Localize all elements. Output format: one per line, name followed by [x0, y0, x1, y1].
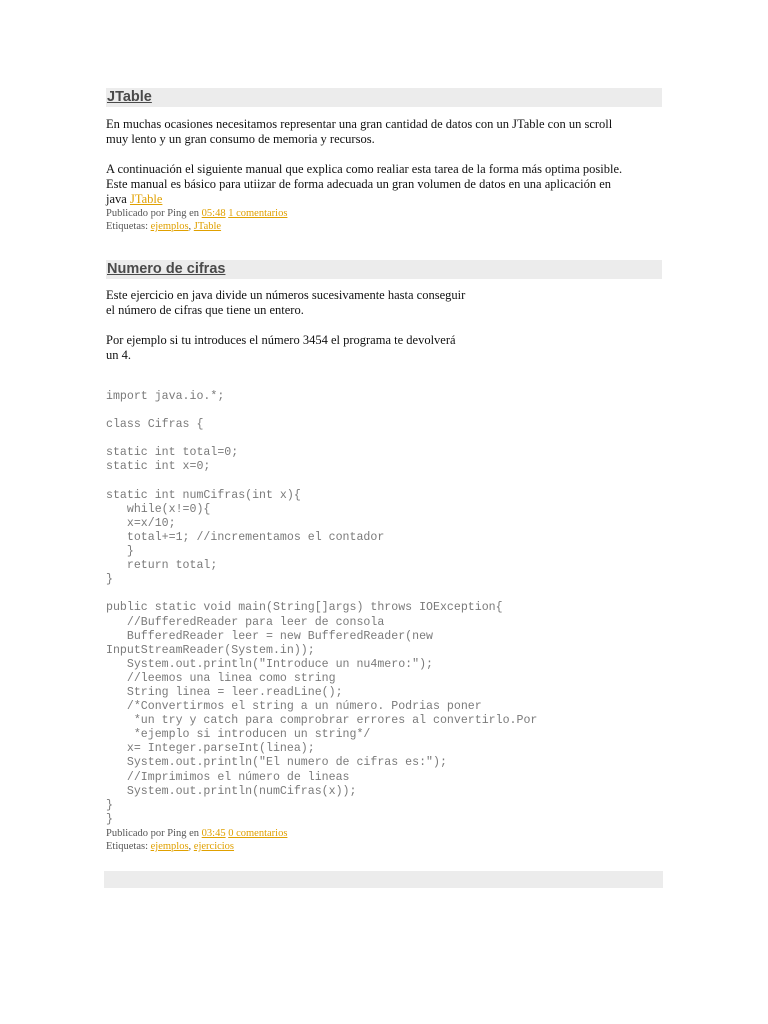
- code-line: import java.io.*;: [106, 390, 225, 403]
- code-line: }: [106, 573, 113, 587]
- comments-link[interactable]: 0 comentarios: [228, 827, 288, 839]
- code-line: String linea = leer.readLine();: [106, 685, 343, 699]
- code-line: //Imprimimos el número de lineas: [106, 770, 350, 784]
- code-line: x= Integer.parseInt(linea);: [106, 742, 315, 756]
- post-meta: Publicado por Ping en 05:48 1 comentarios: [106, 208, 288, 219]
- post-paragraph: En muchas ocasiones necesitamos representar una gran cantidad de datos con un JTable con un scroll muy lento y un gran consumo de memoria y recursos.: [106, 117, 613, 146]
- code-line: InputStreamReader(System.in));: [106, 643, 315, 657]
- post-tags: Etiquetas: ejemplos, ejercicios: [106, 840, 235, 852]
- code-line: [106, 404, 662, 418]
- post-time-link[interactable]: 05:48: [201, 208, 226, 219]
- code-line: System.out.println(numCifras(x));: [106, 784, 357, 798]
- code-line: x=x/10;: [106, 516, 176, 530]
- tag-link[interactable]: ejemplos: [150, 221, 189, 232]
- code-line: return total;: [106, 559, 218, 573]
- code-line: [106, 432, 662, 446]
- code-line: }: [106, 545, 134, 559]
- post-paragraph: Por ejemplo si tu introduces el número 3454 el programa te devolverá un 4.: [106, 333, 456, 362]
- code-line: }: [106, 812, 113, 826]
- code-line: [106, 587, 662, 601]
- code-line: total+=1; //incrementamos el contador: [106, 530, 385, 544]
- tag-link[interactable]: ejemplos: [150, 840, 189, 852]
- tag-link[interactable]: JTable: [193, 221, 222, 232]
- post-tags: Etiquetas: ejemplos, JTable: [106, 221, 222, 232]
- post-title[interactable]: JTable: [106, 88, 662, 107]
- post-meta: Publicado por Ping en 03:45 0 comentarios: [106, 827, 288, 839]
- code-line: //leemos una linea como string: [106, 671, 336, 685]
- post-title[interactable]: Numero de cifras: [106, 260, 662, 279]
- code-line: *un try y catch para comprobrar errores al convertirlo.Por: [106, 714, 538, 728]
- code-line: while(x!=0){: [106, 502, 211, 516]
- tag-link[interactable]: ejercicios: [193, 840, 235, 852]
- code-line: System.out.println("Introduce un nu4mero:");: [106, 657, 433, 671]
- post-paragraph: Este ejercicio en java divide un números sucesivamente hasta conseguir el número de cifras que tiene un entero.: [106, 288, 466, 317]
- post-time-link[interactable]: 03:45: [201, 827, 226, 839]
- next-post-title-bar: [104, 871, 663, 888]
- code-line: public static void main(String[]args) throws IOException{: [106, 601, 503, 615]
- code-block: [106, 390, 662, 827]
- post-numero-de-cifras: [106, 260, 662, 853]
- code-line: //BufferedReader para leer de consola: [106, 615, 385, 629]
- code-line: static int numCifras(int x){: [106, 488, 301, 502]
- post-paragraph: A continuación el siguiente manual que explica como realiar esta tarea de la forma más optima posible. Este manual es básico para utiizar de forma adecuada un gran volumen de datos en una aplicación en java JTable: [106, 162, 623, 206]
- code-line: static int x=0;: [106, 460, 211, 474]
- code-line: static int total=0;: [106, 446, 239, 460]
- code-line: class Cifras {: [106, 418, 204, 432]
- code-line: /*Convertirmos el string a un número. Podrias poner: [106, 700, 482, 714]
- post-jtable: [106, 88, 662, 233]
- code-line: *ejemplo si introducen un string*/: [106, 728, 371, 742]
- code-line: BufferedReader leer = new BufferedReader(new: [106, 629, 433, 643]
- code-line: [106, 475, 662, 489]
- code-line: System.out.println("El numero de cifras es:");: [106, 756, 447, 770]
- jtable-link[interactable]: JTable: [129, 192, 163, 206]
- code-line: }: [106, 798, 113, 812]
- comments-link[interactable]: 1 comentarios: [228, 208, 288, 219]
